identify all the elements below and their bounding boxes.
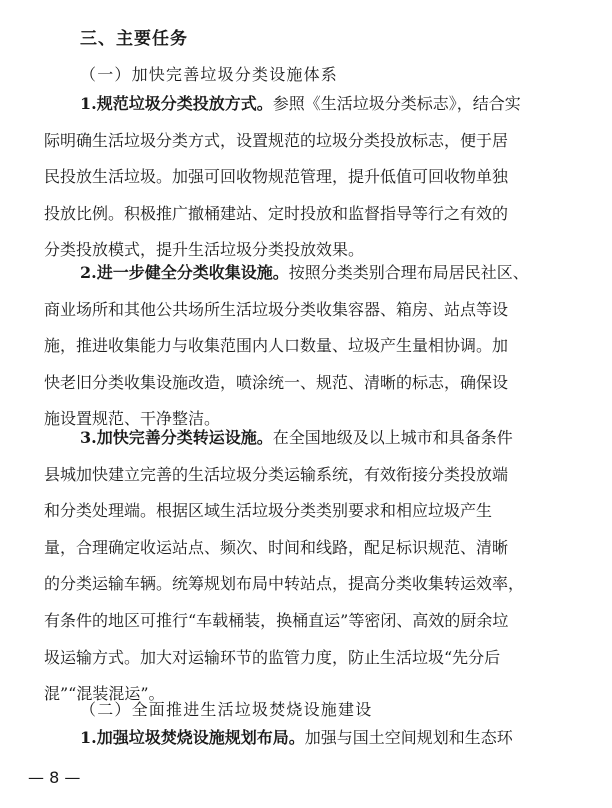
paragraph-line: 投放比例。积极推广撤桶建站、定时投放和监督指导等行之有效的: [44, 203, 509, 223]
paragraph-1: [44, 86, 572, 269]
paragraph-line: [44, 420, 572, 457]
paragraph-2: [44, 255, 572, 438]
paragraph-3: [44, 420, 572, 713]
paragraph-line: [44, 86, 572, 123]
paragraph-text: 按照分类类别合理布局居民社区、: [288, 263, 529, 282]
subsection-heading-2: （二）全面推进生活垃圾焚烧设施建设: [80, 700, 373, 719]
paragraph-line: 混”“混装混运”。: [44, 684, 165, 704]
paragraph-line: 际明确生活垃圾分类方式，设置规范的垃圾分类投放标志，便于居: [44, 130, 509, 150]
section-title: 三、主要任务: [80, 29, 188, 49]
paragraph-lead: 1.规范垃圾分类投放方式。: [80, 94, 273, 113]
paragraph-line: 县城加快建立完善的生活垃圾分类运输系统，有效衔接分类投放端: [44, 464, 509, 484]
paragraph-line: 民投放生活垃圾。加强可回收物规范管理，提升低值可回收物单独: [44, 167, 509, 187]
page-number: — 8 —: [28, 768, 81, 787]
paragraph-line: [44, 720, 572, 757]
paragraph-line: 快老旧分类收集设施改造，喷涂统一、规范、清晰的标志，确保设: [44, 372, 509, 392]
paragraph-line: 圾运输方式。加大对运输环节的监管力度，防止生活垃圾“先分后: [44, 647, 501, 667]
paragraph-text: 参照《生活垃圾分类标志》，结合实: [272, 94, 521, 113]
paragraph-line: 商业场所和其他公共场所生活垃圾分类收集容器、箱房、站点等设: [44, 299, 509, 319]
paragraph-text: 在全国地级及以上城市和具备条件: [272, 428, 513, 447]
paragraph-line: 量，合理确定收运站点、频次、时间和线路，配足标识规范、清晰: [44, 537, 509, 557]
paragraph-line: 施设置规范、干净整洁。: [44, 409, 221, 429]
paragraph-line: 和分类处理端。根据区域生活垃圾分类类别要求和相应垃圾产生: [44, 501, 493, 521]
paragraph-text: 加强与国土空间规划和生态环: [304, 728, 513, 747]
paragraph-line: 分类投放模式，提升生活垃圾分类投放效果。: [44, 240, 365, 260]
paragraph-line: [44, 255, 572, 292]
paragraph-line: 施，推进收集能力与收集范围内人口数量、垃圾产生量相协调。加: [44, 336, 509, 356]
paragraph-line: 有条件的地区可推行“车载桶装，换桶直运”等密闭、高效的厨余垃: [44, 610, 509, 630]
paragraph-lead: 2.进一步健全分类收集设施。: [80, 263, 289, 282]
paragraph-lead: 3.加快完善分类转运设施。: [80, 428, 273, 447]
paragraph-lead: 1.加强垃圾焚烧设施规划布局。: [80, 728, 305, 747]
paragraph-4: [44, 720, 572, 757]
subsection-heading-1: （一）加快完善垃圾分类设施体系: [80, 65, 339, 84]
paragraph-line: 的分类运输车辆。统筹规划布局中转站点，提高分类收集转运效率，: [44, 574, 525, 594]
